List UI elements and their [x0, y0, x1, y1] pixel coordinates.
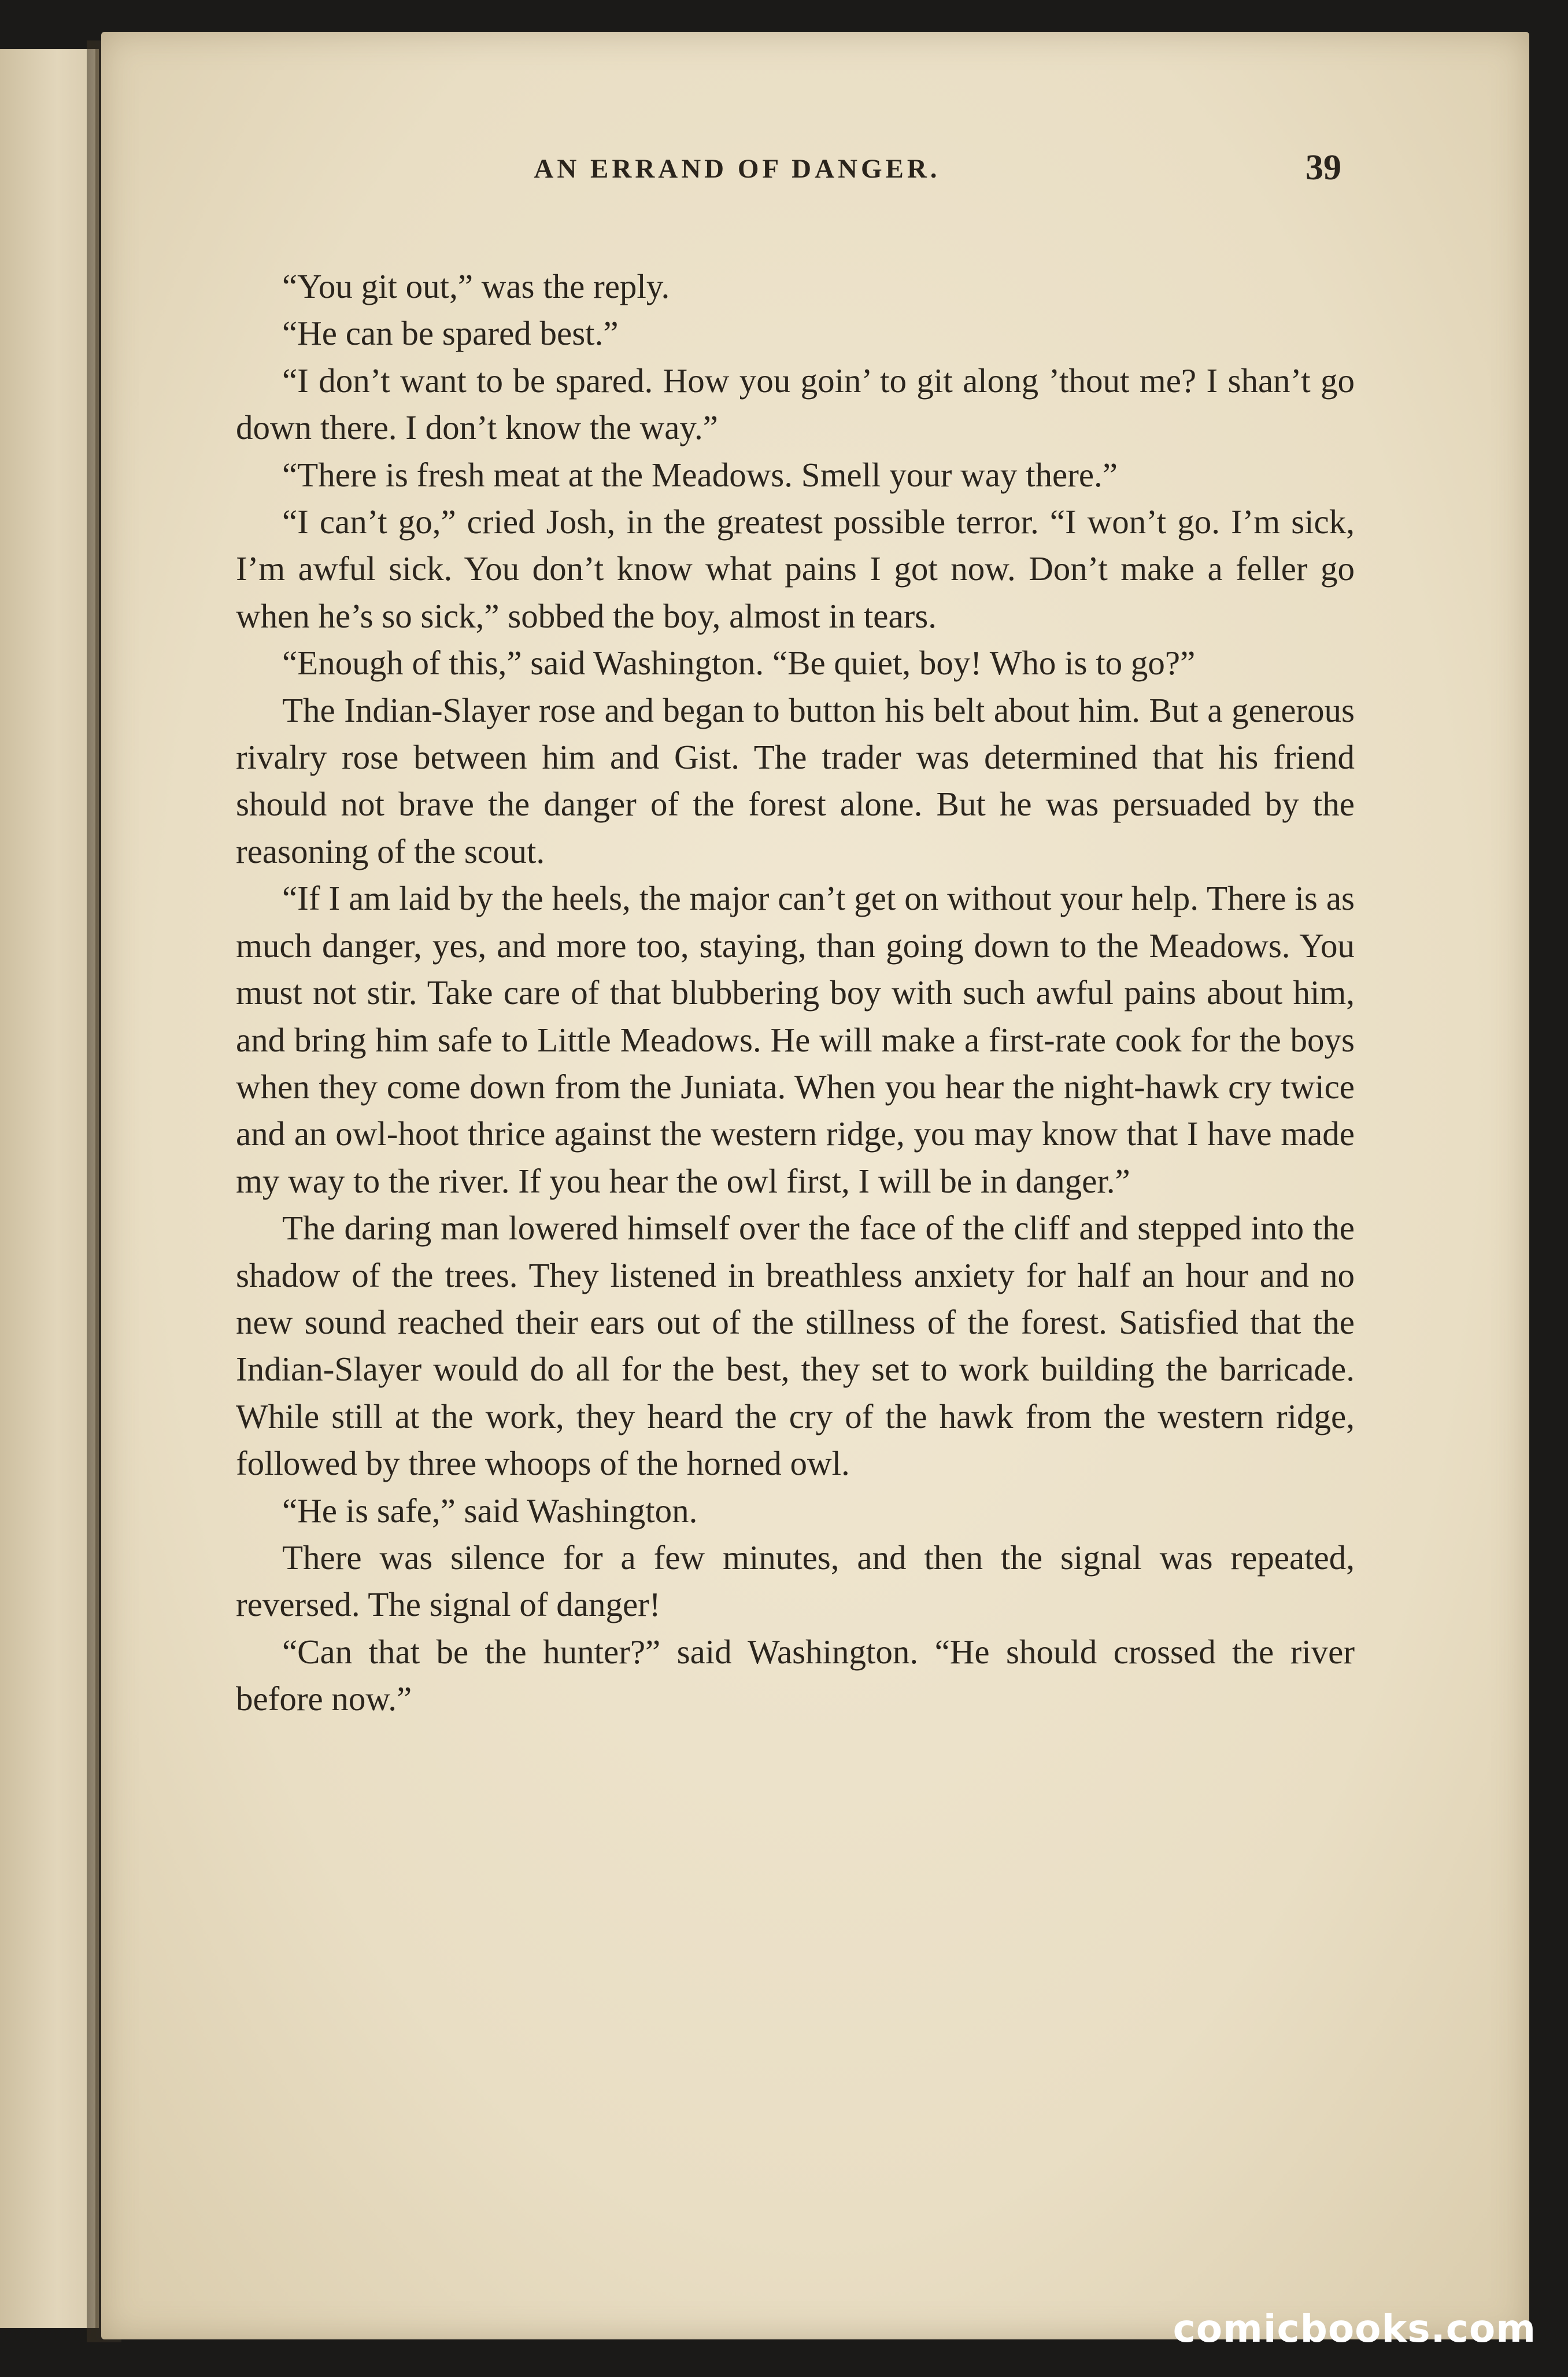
paragraph: “You git out,” was the reply. [282, 267, 670, 305]
paragraph: “Enough of this,” said Washington. “Be quiet, boy! Who is to go?” [282, 644, 1196, 682]
paragraph: “I don’t want to be spared. How you goin’ to git along ’thout me? I shan’t go down there. I don’t know the way.” [236, 361, 1355, 447]
paragraph: The Indian-Slayer rose and began to button his belt about him. But a generous rivalry rose between him and Gist. The trader was determined that his friend should not brave the danger of the forest alone. But he was persuaded by the reasoning of the scout. [236, 691, 1355, 870]
site-watermark: comicbooks.com [1173, 2306, 1536, 2351]
running-title: AN ERRAND OF DANGER. [534, 154, 941, 184]
paragraph: “I can’t go,” cried Josh, in the greatest possible terror. “I won’t go. I’m sick, I’m awful sick. You don’t know what pains I got now. Don’t make a feller go when he’s so sick,” sobbed the boy, almost in tears. [236, 503, 1355, 635]
paragraph: “He is safe,” said Washington. [282, 1491, 698, 1530]
page-header [133, 142, 1341, 205]
body-text [236, 263, 1355, 1723]
paragraph: The daring man lowered himself over the face of the cliff and stepped into the shadow of the trees. They listened in breathless anxiety for half an hour and no new sound reached their ears out of the stillness of the forest. Satisfied that the Indian-Slayer would do all for the best, they set to work building the barricade. While still at the work, they heard the cry of the hawk from the western ridge, followed by three whoops of the horned owl. [236, 1209, 1355, 1483]
paragraph: “Can that be the hunter?” said Washington. “He should crossed the river before now.” [236, 1632, 1355, 1718]
paragraph: There was silence for a few minutes, and then the signal was repeated, reversed. The signal of danger! [236, 1538, 1355, 1624]
paragraph: “There is fresh meat at the Meadows. Smell your way there.” [282, 455, 1118, 494]
paragraph: “If I am laid by the heels, the major can’t get on without your help. There is as much danger, yes, and more too, staying, than going down to the Meadows. You must not stir. Take care of that blubbering boy with such awful pains about him, and bring him safe to Little Meadows. He will make a first-rate cook for the boys when they come down from the Juniata. When you hear the night-hawk cry twice and an owl-hoot thrice against the western ridge, you may know that I have made my way to the river. If you hear the owl first, I will be in danger.” [236, 879, 1355, 1200]
facing-page-edge [0, 49, 99, 2328]
paragraph: “He can be spared best.” [282, 314, 619, 353]
page-number: 39 [1306, 148, 1341, 187]
